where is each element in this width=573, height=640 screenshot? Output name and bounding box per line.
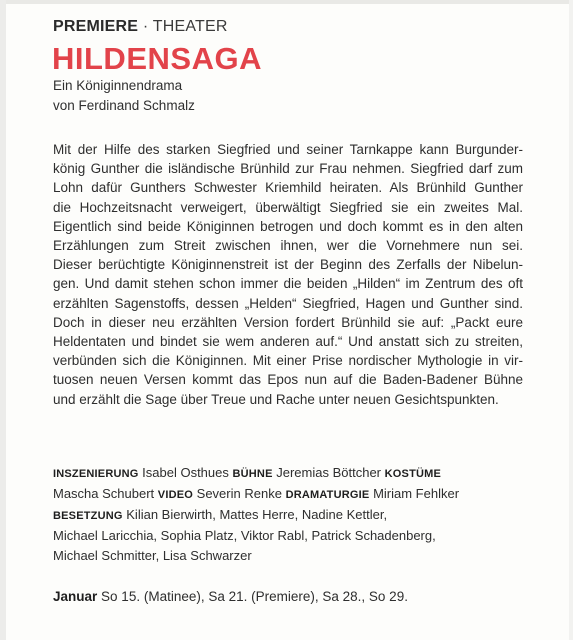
premiere-label: PREMIERE: [53, 18, 139, 35]
description-line: tuosen neuen Versen kommt das Epos nun auf die Baden-Badener Bühne: [53, 372, 523, 388]
credits-line: Michael Laricchia, Sophia Platz, Viktor Rabl, Patrick Schadenberg,: [53, 528, 436, 543]
credit-value: Kilian Bierwirth, Mattes Herre, Nadine Kettler,: [126, 507, 388, 522]
credits-line: Michael Schmitter, Lisa Schwarzer: [53, 548, 252, 563]
description-line: Dieser berüchtigte Königinnenstreit ist der Beginn des Zerfalls der Nibelun-: [53, 257, 523, 273]
section-header: [53, 18, 228, 36]
description-line: gen. Und damit stehen schon immer die beiden „Hilden“ im Zentrum des oft: [53, 276, 523, 292]
credits-block: [53, 463, 523, 566]
play-subtitle: Ein Königinnendrama: [53, 78, 183, 93]
description-line: könig Gunther die isländische Brünhild zur Frau nehmen. Siegfried darf zum: [53, 161, 523, 177]
description-line: Doch in dieser neu erzählten Version fordert Brünhild sie auf: „Packt eure: [53, 314, 523, 330]
credit-value: Severin Renke: [196, 486, 282, 501]
credit-value: Isabel Osthues: [142, 465, 229, 480]
description-line: die Hochzeitsnacht verweigert, überwältigt Siegfried sie ein zweites Mal.: [53, 199, 523, 215]
dates-list: So 15. (Matinee), Sa 21. (Premiere), Sa 28., So 29.: [101, 589, 408, 604]
scan-edge-right: [569, 0, 573, 640]
credit-label: KOSTÜME: [384, 468, 442, 480]
description-line: und erzählt die Sage über Treue und Rache unter neuen Gesichtspunkten.: [53, 391, 499, 407]
description-line: Mit der Hilfe des starken Siegfried und seiner Tarnkappe kann Burgunder-: [53, 142, 523, 157]
scan-edge-left: [0, 0, 6, 640]
credit-label: BÜHNE: [232, 468, 273, 480]
description-text: [53, 140, 523, 409]
description-line: Eigentlich sind beide Königinnen betrogen und doch kommt es in den alten: [53, 218, 523, 234]
credit-label: DRAMATURGIE: [285, 489, 370, 501]
header-separator: ·: [142, 18, 149, 35]
description-line: Heldentaten und bindet sie wem anderen auf.“ Und anstatt sich zu streiten,: [53, 334, 523, 350]
credits-line: [53, 484, 523, 505]
credits-line: [53, 463, 523, 484]
credit-value: Miriam Fehlker: [373, 486, 460, 501]
credit-value: Mascha Schubert: [53, 486, 155, 501]
scan-edge-top: [0, 0, 573, 4]
play-title: HILDENSAGA: [52, 41, 262, 76]
credit-value: Jeremias Böttcher: [276, 465, 382, 480]
category-label: THEATER: [152, 18, 228, 35]
play-author: von Ferdinand Schmalz: [53, 98, 195, 113]
description-line: Erzählungen zum Streit zwischen ihnen, wer die Vornehmere nun sei.: [53, 238, 523, 254]
description-line: verbünden sich die Königinnen. Mit einer Prise nordischer Mythologie in vir-: [53, 353, 523, 369]
credits-line: [53, 505, 523, 526]
performance-dates: [53, 589, 408, 604]
dates-month: Januar: [53, 589, 98, 604]
credit-label: VIDEO: [157, 489, 194, 501]
credit-label: BESETZUNG: [53, 510, 123, 522]
description-line: Lohn dafür Gunthers Schwester Kriemhild heiraten. Als Brünhild Gunther: [53, 180, 523, 196]
credit-label: INSZENIERUNG: [53, 468, 139, 480]
description-line: erzählten Sagenstoffs, dessen „Helden“ Siegfried, Hagen und Gunther sind.: [53, 295, 523, 311]
